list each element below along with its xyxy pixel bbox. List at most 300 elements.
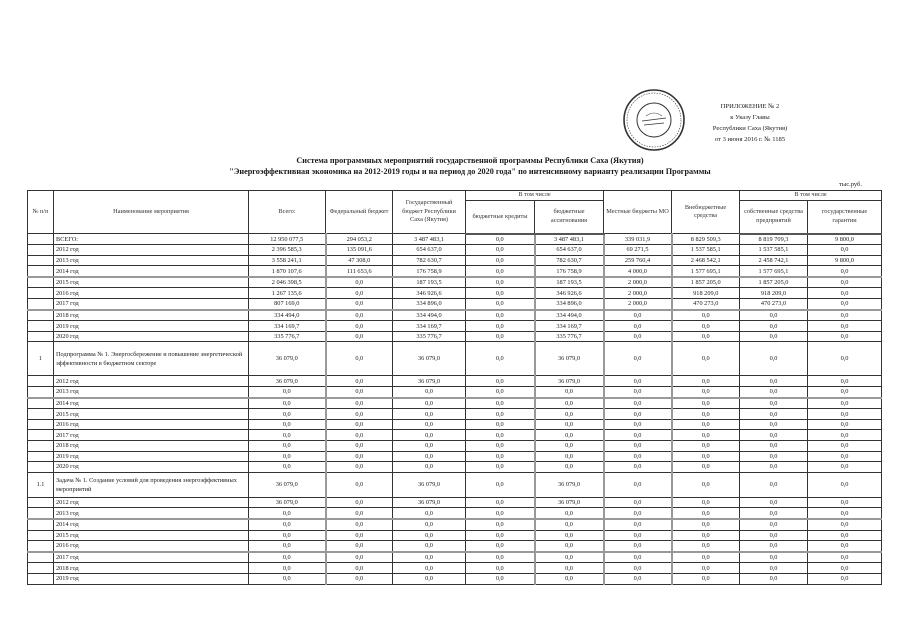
cell-extra: 0,0 <box>672 419 740 430</box>
appendix-line-4: от 3 июня 2016 г. № 1185 <box>714 136 786 143</box>
cell-credits: 0,0 <box>466 234 535 245</box>
cell-own: 470 273,0 <box>740 299 808 310</box>
cell-federal: 0,0 <box>326 451 393 462</box>
cell-total: 334 494,0 <box>249 310 326 321</box>
cell-guarantees: 0,0 <box>808 376 882 387</box>
cell-guarantees: 0,0 <box>808 541 882 552</box>
table-row <box>28 530 882 541</box>
cell-state: 0,0 <box>393 430 466 441</box>
cell-own: 0,0 <box>740 376 808 387</box>
row-number <box>28 398 54 409</box>
cell-extra: 0,0 <box>672 331 740 342</box>
cell-own: 0,0 <box>740 573 808 584</box>
cell-state: 346 926,6 <box>393 288 466 299</box>
cell-extra: 0,0 <box>672 387 740 398</box>
header-total: Всего: <box>249 191 326 234</box>
cell-local: 0,0 <box>604 321 672 332</box>
row-number <box>28 563 54 574</box>
row-number <box>28 508 54 519</box>
cell-state: 36 079,0 <box>393 497 466 508</box>
cell-allocations: 0,0 <box>535 519 604 530</box>
cell-state: 0,0 <box>393 541 466 552</box>
cell-federal: 0,0 <box>326 342 393 376</box>
cell-allocations: 0,0 <box>535 552 604 563</box>
table-row <box>28 519 882 530</box>
cell-allocations: 0,0 <box>535 398 604 409</box>
cell-guarantees: 0,0 <box>808 497 882 508</box>
cell-allocations: 0,0 <box>535 451 604 462</box>
cell-state: 0,0 <box>393 573 466 584</box>
cell-credits: 0,0 <box>466 530 535 541</box>
cell-own: 0,0 <box>740 451 808 462</box>
cell-total: 2 046 398,5 <box>249 277 326 288</box>
table-row <box>28 563 882 574</box>
table-row <box>28 451 882 462</box>
row-name: 2012 год <box>54 245 249 256</box>
cell-total: 0,0 <box>249 563 326 574</box>
cell-allocations: 334 494,0 <box>535 310 604 321</box>
cell-total: 0,0 <box>249 508 326 519</box>
cell-state: 0,0 <box>393 419 466 430</box>
row-name: 2013 год <box>54 387 249 398</box>
table-row <box>28 573 882 584</box>
cell-credits: 0,0 <box>466 563 535 574</box>
cell-federal: 0,0 <box>326 563 393 574</box>
cell-total: 12 950 077,5 <box>249 234 326 245</box>
row-name: 2014 год <box>54 398 249 409</box>
cell-allocations: 0,0 <box>535 441 604 452</box>
units-label: тыс.руб. <box>839 181 862 188</box>
cell-state: 0,0 <box>393 451 466 462</box>
row-name: 2013 год <box>54 255 249 266</box>
row-number <box>28 288 54 299</box>
cell-state: 36 079,0 <box>393 472 466 497</box>
cell-extra: 1 577 695,1 <box>672 266 740 277</box>
cell-local: 259 760,4 <box>604 255 672 266</box>
table-row <box>28 299 882 310</box>
cell-credits: 0,0 <box>466 342 535 376</box>
cell-federal: 294 053,2 <box>326 234 393 245</box>
cell-state: 654 637,0 <box>393 245 466 256</box>
cell-credits: 0,0 <box>466 387 535 398</box>
cell-own: 0,0 <box>740 462 808 473</box>
document-title <box>150 156 790 177</box>
header-own: собственные средства предприятий <box>740 201 808 234</box>
cell-own: 0,0 <box>740 430 808 441</box>
cell-own: 0,0 <box>740 419 808 430</box>
table-row <box>28 277 882 288</box>
row-name: 2014 год <box>54 266 249 277</box>
cell-guarantees: 0,0 <box>808 331 882 342</box>
cell-credits: 0,0 <box>466 508 535 519</box>
cell-credits: 0,0 <box>466 266 535 277</box>
cell-local: 0,0 <box>604 472 672 497</box>
cell-guarantees: 0,0 <box>808 441 882 452</box>
row-name: 2017 год <box>54 430 249 441</box>
cell-federal: 0,0 <box>326 288 393 299</box>
row-number <box>28 266 54 277</box>
cell-extra: 0,0 <box>672 462 740 473</box>
cell-guarantees: 0,0 <box>808 508 882 519</box>
cell-extra: 0,0 <box>672 376 740 387</box>
cell-state: 0,0 <box>393 530 466 541</box>
cell-extra: 0,0 <box>672 573 740 584</box>
cell-local: 0,0 <box>604 342 672 376</box>
cell-extra: 0,0 <box>672 519 740 530</box>
cell-allocations: 335 776,7 <box>535 331 604 342</box>
cell-own: 0,0 <box>740 321 808 332</box>
cell-own: 0,0 <box>740 497 808 508</box>
appendix-line-2: к Указу Главы <box>730 114 770 121</box>
cell-allocations: 0,0 <box>535 563 604 574</box>
cell-own: 0,0 <box>740 409 808 420</box>
row-name: 2016 год <box>54 541 249 552</box>
cell-total: 0,0 <box>249 552 326 563</box>
cell-guarantees: 0,0 <box>808 530 882 541</box>
cell-total: 36 079,0 <box>249 472 326 497</box>
cell-own: 0,0 <box>740 472 808 497</box>
header-name: Наименование мероприятия <box>54 191 249 234</box>
table-row <box>28 508 882 519</box>
row-name: 2016 год <box>54 288 249 299</box>
cell-allocations: 0,0 <box>535 419 604 430</box>
cell-total: 0,0 <box>249 409 326 420</box>
row-number <box>28 277 54 288</box>
row-name: ВСЕГО: <box>54 234 249 245</box>
cell-allocations: 334 169,7 <box>535 321 604 332</box>
cell-federal: 47 308,0 <box>326 255 393 266</box>
cell-extra: 0,0 <box>672 563 740 574</box>
cell-local: 4 000,0 <box>604 266 672 277</box>
cell-local: 0,0 <box>604 310 672 321</box>
row-number: 1.1 <box>28 472 54 497</box>
table-row <box>28 266 882 277</box>
appendix-line-3: Республики Саха (Якутия) <box>712 125 788 132</box>
cell-own: 0,0 <box>740 508 808 519</box>
cell-extra: 0,0 <box>672 472 740 497</box>
cell-state: 176 758,9 <box>393 266 466 277</box>
cell-state: 0,0 <box>393 462 466 473</box>
cell-local: 339 031,9 <box>604 234 672 245</box>
cell-federal: 0,0 <box>326 497 393 508</box>
cell-credits: 0,0 <box>466 331 535 342</box>
cell-total: 3 558 241,1 <box>249 255 326 266</box>
table-row <box>28 441 882 452</box>
cell-credits: 0,0 <box>466 430 535 441</box>
row-number <box>28 255 54 266</box>
row-name: 2016 год <box>54 419 249 430</box>
table-row <box>28 462 882 473</box>
row-name: 2018 год <box>54 310 249 321</box>
cell-guarantees: 0,0 <box>808 310 882 321</box>
cell-allocations: 334 896,0 <box>535 299 604 310</box>
cell-local: 69 271,5 <box>604 245 672 256</box>
row-number <box>28 310 54 321</box>
cell-local: 0,0 <box>604 462 672 473</box>
cell-guarantees: 0,0 <box>808 430 882 441</box>
table-row <box>28 430 882 441</box>
cell-guarantees: 0,0 <box>808 451 882 462</box>
cell-allocations: 0,0 <box>535 541 604 552</box>
cell-own: 0,0 <box>740 310 808 321</box>
row-name: 2013 год <box>54 508 249 519</box>
cell-total: 0,0 <box>249 573 326 584</box>
row-name: 2015 год <box>54 530 249 541</box>
cell-extra: 0,0 <box>672 552 740 563</box>
header-extra: Внебюджетные средства <box>672 191 740 234</box>
cell-extra: 0,0 <box>672 310 740 321</box>
cell-allocations: 0,0 <box>535 508 604 519</box>
row-number <box>28 451 54 462</box>
row-number <box>28 552 54 563</box>
header-local: Местные бюджеты МО <box>604 191 672 234</box>
cell-total: 0,0 <box>249 519 326 530</box>
cell-credits: 0,0 <box>466 398 535 409</box>
header-including-2: В том числе <box>740 191 882 201</box>
cell-own: 0,0 <box>740 387 808 398</box>
cell-federal: 0,0 <box>326 409 393 420</box>
row-name: 2020 год <box>54 462 249 473</box>
cell-state: 0,0 <box>393 398 466 409</box>
cell-local: 0,0 <box>604 451 672 462</box>
table-row <box>28 419 882 430</box>
cell-guarantees: 9 800,0 <box>808 234 882 245</box>
cell-total: 36 079,0 <box>249 342 326 376</box>
cell-guarantees: 0,0 <box>808 266 882 277</box>
cell-allocations: 0,0 <box>535 430 604 441</box>
cell-guarantees: 0,0 <box>808 299 882 310</box>
cell-allocations: 0,0 <box>535 387 604 398</box>
cell-state: 36 079,0 <box>393 342 466 376</box>
cell-local: 0,0 <box>604 508 672 519</box>
cell-local: 0,0 <box>604 563 672 574</box>
cell-credits: 0,0 <box>466 245 535 256</box>
cell-extra: 0,0 <box>672 441 740 452</box>
cell-state: 0,0 <box>393 563 466 574</box>
cell-state: 334 494,0 <box>393 310 466 321</box>
cell-guarantees: 0,0 <box>808 519 882 530</box>
cell-extra: 0,0 <box>672 430 740 441</box>
cell-federal: 0,0 <box>326 541 393 552</box>
cell-state: 334 169,7 <box>393 321 466 332</box>
cell-federal: 0,0 <box>326 530 393 541</box>
cell-total: 0,0 <box>249 541 326 552</box>
cell-extra: 470 273,0 <box>672 299 740 310</box>
cell-guarantees: 0,0 <box>808 387 882 398</box>
header-guarantees: государственные гарантии <box>808 201 882 234</box>
row-name: Подпрограмма № 1. Энергосбережение и повышение энергетической эффективности в бюджетном секторе <box>54 342 249 376</box>
cell-total: 0,0 <box>249 462 326 473</box>
cell-federal: 0,0 <box>326 462 393 473</box>
cell-allocations: 0,0 <box>535 462 604 473</box>
cell-federal: 0,0 <box>326 387 393 398</box>
cell-local: 0,0 <box>604 387 672 398</box>
cell-allocations: 782 630,7 <box>535 255 604 266</box>
cell-federal: 0,0 <box>326 310 393 321</box>
cell-extra: 0,0 <box>672 508 740 519</box>
cell-local: 0,0 <box>604 530 672 541</box>
cell-guarantees: 0,0 <box>808 573 882 584</box>
cell-federal: 0,0 <box>326 331 393 342</box>
row-number <box>28 234 54 245</box>
cell-local: 0,0 <box>604 519 672 530</box>
header-state: Государственный бюджет Республики Саха (Якутия) <box>393 191 466 234</box>
cell-credits: 0,0 <box>466 519 535 530</box>
cell-federal: 0,0 <box>326 508 393 519</box>
cell-allocations: 36 079,0 <box>535 376 604 387</box>
table-row <box>28 387 882 398</box>
cell-own: 0,0 <box>740 519 808 530</box>
cell-credits: 0,0 <box>466 497 535 508</box>
row-name: 2019 год <box>54 573 249 584</box>
cell-allocations: 0,0 <box>535 409 604 420</box>
row-number: 1 <box>28 342 54 376</box>
row-name: 2012 год <box>54 497 249 508</box>
cell-credits: 0,0 <box>466 255 535 266</box>
cell-total: 0,0 <box>249 398 326 409</box>
header-num: № п/п <box>28 191 54 234</box>
row-number <box>28 376 54 387</box>
row-name: 2019 год <box>54 321 249 332</box>
cell-extra: 0,0 <box>672 321 740 332</box>
row-name: 2012 год <box>54 376 249 387</box>
cell-credits: 0,0 <box>466 441 535 452</box>
cell-own: 0,0 <box>740 552 808 563</box>
cell-guarantees: 0,0 <box>808 563 882 574</box>
cell-local: 0,0 <box>604 497 672 508</box>
cell-federal: 0,0 <box>326 376 393 387</box>
cell-allocations: 654 637,0 <box>535 245 604 256</box>
cell-own: 0,0 <box>740 563 808 574</box>
cell-guarantees: 0,0 <box>808 342 882 376</box>
row-number <box>28 530 54 541</box>
appendix-note <box>690 101 810 145</box>
table-body <box>28 234 882 585</box>
cell-state: 0,0 <box>393 409 466 420</box>
cell-credits: 0,0 <box>466 321 535 332</box>
row-number <box>28 462 54 473</box>
cell-state: 0,0 <box>393 519 466 530</box>
table-row <box>28 541 882 552</box>
row-name: 2015 год <box>54 277 249 288</box>
cell-extra: 0,0 <box>672 409 740 420</box>
cell-extra: 0,0 <box>672 342 740 376</box>
cell-extra: 1 857 205,0 <box>672 277 740 288</box>
cell-credits: 0,0 <box>466 310 535 321</box>
cell-total: 36 079,0 <box>249 497 326 508</box>
cell-state: 335 776,7 <box>393 331 466 342</box>
cell-extra: 1 537 585,1 <box>672 245 740 256</box>
cell-allocations: 176 758,9 <box>535 266 604 277</box>
cell-own: 0,0 <box>740 331 808 342</box>
cell-extra: 8 829 509,3 <box>672 234 740 245</box>
cell-total: 0,0 <box>249 451 326 462</box>
table-row <box>28 245 882 256</box>
cell-state: 0,0 <box>393 552 466 563</box>
cell-local: 0,0 <box>604 441 672 452</box>
header-federal: Федеральный бюджет <box>326 191 393 234</box>
cell-total: 1 870 107,6 <box>249 266 326 277</box>
header-credits: бюджетные кредиты <box>466 201 535 234</box>
row-number <box>28 497 54 508</box>
cell-total: 334 169,7 <box>249 321 326 332</box>
row-number <box>28 321 54 332</box>
cell-local: 0,0 <box>604 419 672 430</box>
cell-credits: 0,0 <box>466 552 535 563</box>
cell-state: 0,0 <box>393 441 466 452</box>
table-row <box>28 321 882 332</box>
row-name: 2015 год <box>54 409 249 420</box>
cell-extra: 0,0 <box>672 541 740 552</box>
cell-own: 0,0 <box>740 398 808 409</box>
cell-guarantees: 0,0 <box>808 409 882 420</box>
title-line-1: Система программных мероприятий государственной программы Республики Саха (Якутия) <box>296 156 644 165</box>
cell-credits: 0,0 <box>466 409 535 420</box>
cell-allocations: 0,0 <box>535 530 604 541</box>
cell-credits: 0,0 <box>466 419 535 430</box>
cell-extra: 918 209,0 <box>672 288 740 299</box>
table-row <box>28 376 882 387</box>
cell-credits: 0,0 <box>466 472 535 497</box>
cell-total: 36 079,0 <box>249 376 326 387</box>
cell-federal: 0,0 <box>326 441 393 452</box>
cell-total: 0,0 <box>249 530 326 541</box>
header-allocations: бюджетные ассигнования <box>535 201 604 234</box>
cell-credits: 0,0 <box>466 288 535 299</box>
cell-credits: 0,0 <box>466 462 535 473</box>
cell-federal: 135 091,6 <box>326 245 393 256</box>
row-name: 2020 год <box>54 331 249 342</box>
table-row <box>28 331 882 342</box>
cell-own: 2 458 742,1 <box>740 255 808 266</box>
cell-local: 2 000,0 <box>604 299 672 310</box>
title-line-2: "Энергоэффективная экономика на 2012-2019 годы и на период до 2020 года" по интенсивному варианту реализации Программы <box>229 166 711 176</box>
cell-local: 0,0 <box>604 430 672 441</box>
cell-guarantees: 0,0 <box>808 398 882 409</box>
cell-allocations: 346 926,6 <box>535 288 604 299</box>
cell-guarantees: 0,0 <box>808 288 882 299</box>
row-name: 2017 год <box>54 552 249 563</box>
row-name: 2019 год <box>54 451 249 462</box>
cell-state: 782 630,7 <box>393 255 466 266</box>
cell-own: 8 819 709,3 <box>740 234 808 245</box>
table-row <box>28 342 882 376</box>
table-row <box>28 255 882 266</box>
cell-local: 0,0 <box>604 409 672 420</box>
cell-federal: 0,0 <box>326 277 393 288</box>
cell-total: 807 169,0 <box>249 299 326 310</box>
cell-allocations: 0,0 <box>535 573 604 584</box>
cell-credits: 0,0 <box>466 451 535 462</box>
cell-own: 0,0 <box>740 541 808 552</box>
table-row <box>28 288 882 299</box>
cell-own: 1 537 585,1 <box>740 245 808 256</box>
cell-own: 918 209,0 <box>740 288 808 299</box>
cell-local: 0,0 <box>604 541 672 552</box>
cell-total: 0,0 <box>249 387 326 398</box>
cell-guarantees: 0,0 <box>808 472 882 497</box>
cell-credits: 0,0 <box>466 541 535 552</box>
row-number <box>28 430 54 441</box>
cell-federal: 0,0 <box>326 299 393 310</box>
table-row <box>28 552 882 563</box>
cell-allocations: 36 079,0 <box>535 472 604 497</box>
cell-credits: 0,0 <box>466 277 535 288</box>
row-number <box>28 331 54 342</box>
header-including-1: В том числе <box>466 191 604 201</box>
row-number <box>28 387 54 398</box>
row-number <box>28 245 54 256</box>
